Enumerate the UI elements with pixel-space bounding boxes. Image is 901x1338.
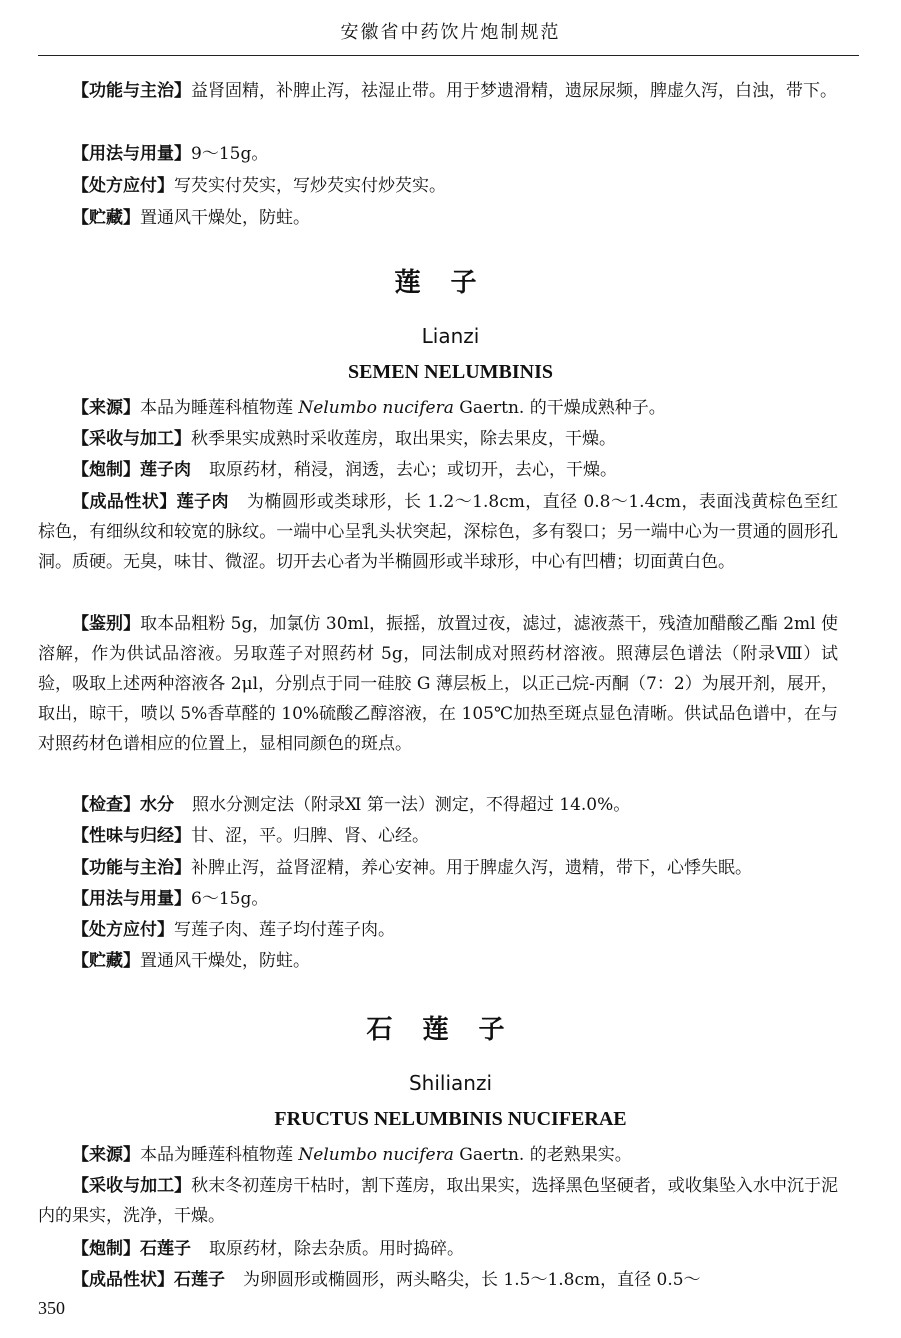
lianzi-check-label: 【检查】 bbox=[72, 795, 140, 815]
lianzi-nature-paragraph bbox=[38, 821, 838, 851]
lianzi-processing-sub: 莲子肉 bbox=[140, 460, 191, 480]
prev-usage-paragraph bbox=[38, 139, 838, 169]
lianzi-processing-text: 取原药材，稍浸，润透，去心；或切开，去心，干燥。 bbox=[209, 460, 617, 480]
shilianzi-source-latin: Nelumbo nucifera bbox=[298, 1145, 454, 1165]
lianzi-usage-text: 6～15g。 bbox=[191, 889, 269, 909]
lianzi-character-paragraph bbox=[38, 487, 838, 577]
shilianzi-harvest-text: 秋末冬初莲房干枯时，割下莲房，取出果实，选择黑色坚硬者，或收集坠入水中沉于泥内的果实，洗净，干燥。 bbox=[38, 1176, 839, 1226]
shilianzi-processing-label: 【炮制】 bbox=[72, 1239, 140, 1259]
lianzi-source-pre: 本品为睡莲科植物莲 bbox=[140, 398, 299, 418]
lianzi-usage-label: 【用法与用量】 bbox=[72, 889, 191, 909]
lianzi-nature-label: 【性味与归经】 bbox=[72, 826, 191, 846]
prev-prescription-paragraph bbox=[38, 171, 838, 201]
shilianzi-title: 石莲子 bbox=[366, 1015, 535, 1045]
shilianzi-processing-paragraph bbox=[38, 1234, 838, 1264]
shilianzi-character-sub: 石莲子 bbox=[174, 1270, 225, 1290]
lianzi-source-post: Gaertn. 的干燥成熟种子。 bbox=[453, 398, 666, 418]
prev-usage-text: 9～15g。 bbox=[191, 144, 269, 164]
prev-prescription-label: 【处方应付】 bbox=[72, 176, 174, 196]
lianzi-title: 莲子 bbox=[394, 268, 507, 298]
prev-storage-paragraph bbox=[38, 203, 838, 233]
lianzi-check-paragraph bbox=[38, 790, 838, 820]
shilianzi-source-post: Gaertn. 的老熟果实。 bbox=[453, 1145, 632, 1165]
lianzi-pinyin: Lianzi bbox=[421, 324, 480, 348]
lianzi-processing-paragraph bbox=[38, 455, 838, 485]
lianzi-check-sub: 水分 bbox=[140, 795, 174, 815]
lianzi-identify-label: 【鉴别】 bbox=[72, 614, 141, 634]
lianzi-check-text: 照水分测定法（附录Ⅺ 第一法）测定，不得超过 14.0%。 bbox=[192, 795, 631, 815]
lianzi-prescription-label: 【处方应付】 bbox=[72, 920, 174, 940]
lianzi-harvest-paragraph bbox=[38, 424, 838, 454]
lianzi-prescription-paragraph bbox=[38, 915, 838, 945]
shilianzi-source-paragraph bbox=[38, 1140, 838, 1170]
lianzi-source-label: 【来源】 bbox=[72, 398, 140, 418]
lianzi-harvest-label: 【采收与加工】 bbox=[72, 429, 191, 449]
lianzi-latin-name: SEMEN NELUMBINIS bbox=[347, 361, 554, 383]
lianzi-function-paragraph bbox=[38, 853, 838, 883]
lianzi-identify-paragraph bbox=[38, 609, 838, 759]
shilianzi-processing-text: 取原药材，除去杂质。用时捣碎。 bbox=[209, 1239, 464, 1259]
shilianzi-source-pre: 本品为睡莲科植物莲 bbox=[140, 1145, 299, 1165]
header-rule bbox=[38, 55, 859, 56]
prev-function-text: 益肾固精，补脾止泻，祛湿止带。用于梦遗滑精，遗尿尿频，脾虚久泻，白浊，带下。 bbox=[191, 81, 837, 101]
lianzi-source-paragraph bbox=[38, 393, 838, 423]
lianzi-storage-paragraph bbox=[38, 946, 838, 976]
lianzi-function-label: 【功能与主治】 bbox=[72, 858, 191, 878]
lianzi-nature-text: 甘、涩，平。归脾、肾、心经。 bbox=[191, 826, 429, 846]
lianzi-character-sub: 莲子肉 bbox=[176, 492, 229, 512]
lianzi-identify-text: 取本品粗粉 5g，加氯仿 30ml，振摇，放置过夜，滤过，滤液蒸干，残渣加醋酸乙酯 2ml 使溶解，作为供试品溶液。另取莲子对照药材 5g，同法制成对照药材溶液。照薄层色谱法（附录Ⅷ）试验，吸取上述两种溶液各 2μl，分别点于同一硅胶 G 薄层板上，以正己烷-丙酮（7：2）为展开剂，展开，取出，晾干，喷以 5%香草醛的 10%硫酸乙醇溶液，在 105℃加热至斑点显色清晰。供试品色谱中，在与对照药材色谱相应的位置上，显相同颜色的斑点。 bbox=[38, 614, 839, 754]
prev-storage-text: 置通风干燥处，防蛀。 bbox=[140, 208, 310, 228]
lianzi-function-text: 补脾止泻，益肾涩精，养心安神。用于脾虚久泻，遗精，带下，心悸失眠。 bbox=[191, 858, 752, 878]
lianzi-character-text: 为椭圆形或类球形，长 1.2～1.8cm，直径 0.8～1.4cm，表面浅黄棕色至红棕色，有细纵纹和较宽的脉纹。一端中心呈乳头状突起，深棕色，多有裂口；另一端中心为一贯通的圆形孔洞。质硬。无臭，味甘、微涩。切开去心者为半椭圆形或半球形，中心有凹槽；切面黄白色。 bbox=[38, 492, 839, 572]
lianzi-prescription-text: 写莲子肉、莲子均付莲子肉。 bbox=[174, 920, 395, 940]
shilianzi-character-paragraph bbox=[60, 1265, 838, 1295]
prev-function-label: 【功能与主治】 bbox=[72, 81, 191, 101]
prev-storage-label: 【贮藏】 bbox=[72, 208, 140, 228]
lianzi-source-latin: Nelumbo nucifera bbox=[298, 398, 454, 418]
lianzi-harvest-text: 秋季果实成熟时采收莲房，取出果实，除去果皮，干燥。 bbox=[191, 429, 616, 449]
lianzi-storage-label: 【贮藏】 bbox=[72, 951, 140, 971]
shilianzi-source-label: 【来源】 bbox=[72, 1145, 140, 1165]
page-number: 350 bbox=[38, 1298, 65, 1318]
shilianzi-processing-sub: 石莲子 bbox=[140, 1239, 191, 1259]
lianzi-storage-text: 置通风干燥处，防蛀。 bbox=[140, 951, 310, 971]
shilianzi-harvest-label: 【采收与加工】 bbox=[72, 1176, 192, 1196]
prev-usage-label: 【用法与用量】 bbox=[72, 144, 191, 164]
shilianzi-character-label: 【成品性状】 bbox=[72, 1270, 174, 1290]
prev-prescription-text: 写芡实付芡实，写炒芡实付炒芡实。 bbox=[174, 176, 446, 196]
shilianzi-latin-name: FRUCTUS NELUMBINIS NUCIFERAE bbox=[274, 1108, 627, 1130]
lianzi-character-label: 【成品性状】 bbox=[72, 492, 177, 512]
shilianzi-pinyin: Shilianzi bbox=[408, 1071, 493, 1095]
shilianzi-harvest-paragraph bbox=[38, 1171, 838, 1231]
shilianzi-character-text: 为卵圆形或椭圆形，两头略尖，长 1.5～1.8cm，直径 0.5～ bbox=[243, 1270, 701, 1290]
running-head: 安徽省中药饮片炮制规范 bbox=[340, 22, 561, 43]
lianzi-usage-paragraph bbox=[38, 884, 838, 914]
prev-function-paragraph bbox=[38, 76, 838, 106]
lianzi-processing-label: 【炮制】 bbox=[72, 460, 140, 480]
